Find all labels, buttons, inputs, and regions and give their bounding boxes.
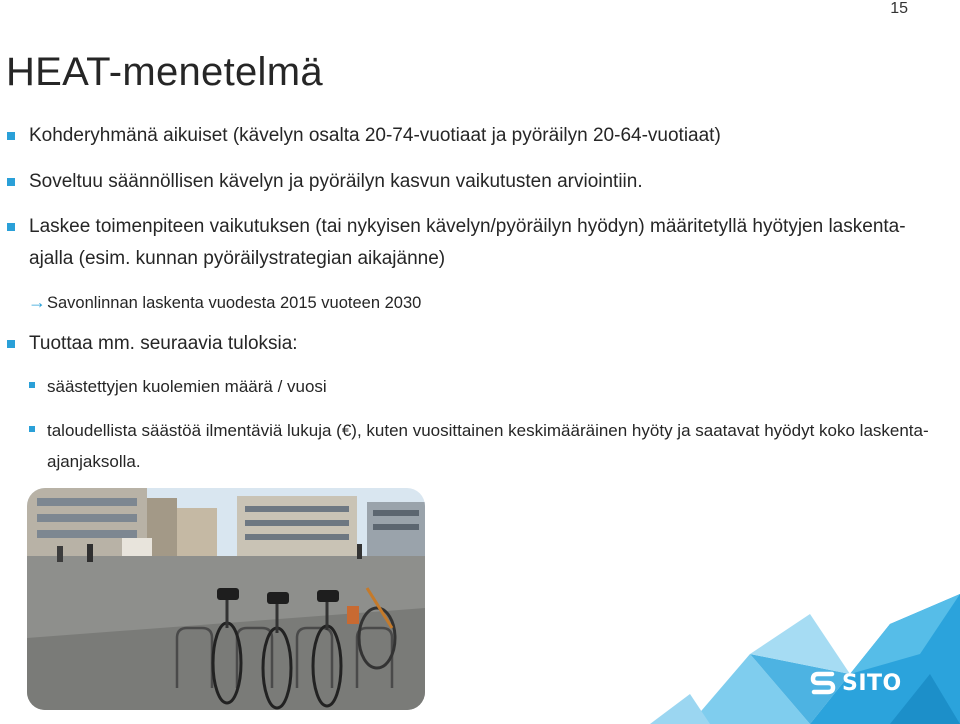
slide-title: HEAT-menetelmä [6,50,323,94]
bullet-suitability [0,166,643,198]
arrow-note-text: Savonlinnan laskenta vuodesta 2015 vuoteen 2030 [47,294,422,312]
bullet-square-icon [7,340,15,348]
bullet-text: Soveltuu säännöllisen kävelyn ja pyöräilyn kasvun vaikutusten arviointiin. [29,171,643,192]
bicycle-square-photo [27,488,425,710]
sub-bullet-square-icon [29,382,35,388]
arrow-note [28,286,421,319]
sub-bullet-text: taloudellista säästöä ilmentäviä lukuja (€), kuten vuosittainen keskimääräinen hyöty ja saatavat hyödyt koko laskenta-ajanjaksolla. [47,421,929,471]
bullet-square-icon [7,178,15,186]
sub-bullet-deaths [0,371,327,402]
bullet-target-group [0,120,721,152]
bullet-square-icon [7,132,15,140]
bullet-results [0,328,298,360]
arrow-right-icon: → [28,292,46,312]
sub-bullet-text: säästettyjen kuolemien määrä / vuosi [47,377,327,396]
decorative-triangles [560,594,960,724]
bullet-text: Tuottaa mm. seuraavia tuloksia: [29,333,298,354]
bullet-text: Laskee toimenpiteen vaikutuksen (tai nykyisen kävelyn/pyöräilyn hyödyn) määritetyllä hyötyjen laskenta-ajalla (esim. kunnan pyöräilystrategian aikajänne) [29,216,906,269]
sub-bullet-economic [0,415,947,477]
sito-logo [808,668,902,698]
page-number: 15 [890,0,908,17]
bullet-calculation [0,211,929,275]
bullet-text: Kohderyhmänä aikuiset (kävelyn osalta 20-74-vuotiaat ja pyöräilyn 20-64-vuotiaat) [29,125,721,146]
sito-logo-icon [808,668,838,698]
sub-bullet-square-icon [29,426,35,432]
sito-logo-text: SITO [842,670,902,696]
bullet-square-icon [7,223,15,231]
